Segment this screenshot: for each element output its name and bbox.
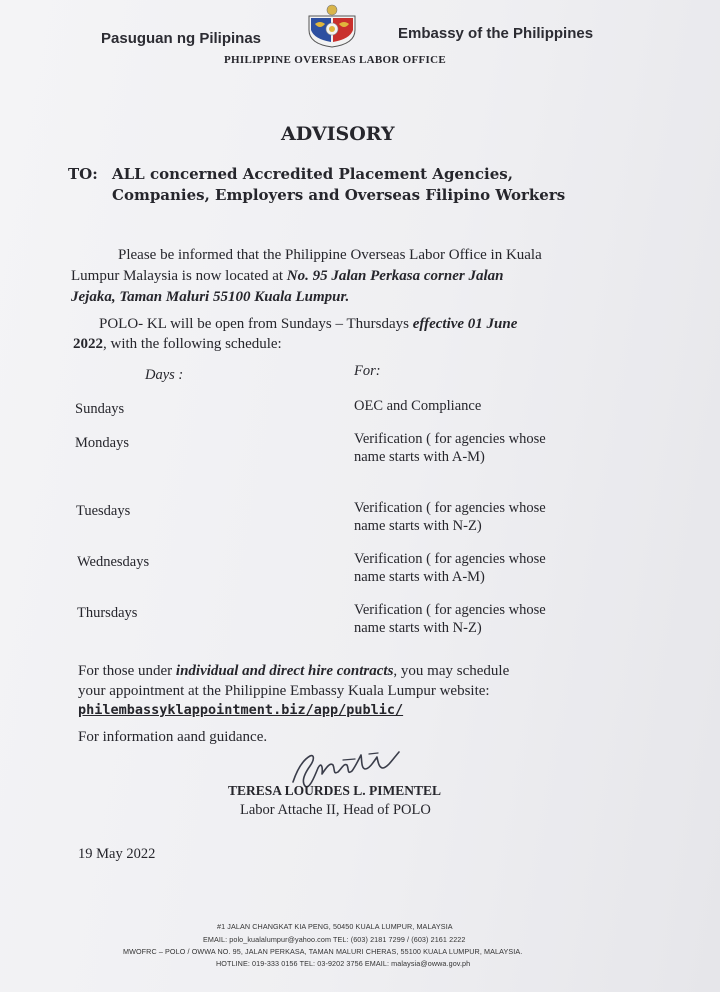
- para3-line-1-text-a: For those under: [78, 663, 176, 679]
- header-left-title: Pasuguan ng Pilipinas: [101, 30, 262, 47]
- days-header: Days :: [145, 367, 184, 383]
- to-label: TO:: [68, 165, 98, 183]
- closing-line: For information aand guidance.: [78, 729, 268, 745]
- header-right-title: Embassy of the Philippines: [398, 25, 594, 42]
- para1-line-3: Jejaka, Taman Maluri 55100 Kuala Lumpur.: [71, 289, 350, 305]
- schedule-for-sundays: OEC and Compliance: [354, 398, 482, 414]
- signatory-name: TERESA LOURDES L. PIMENTEL: [228, 783, 442, 798]
- para2-line-1-text: POLO- KL will be open from Sundays – Thursdays: [99, 316, 413, 332]
- schedule-day-thursdays: Thursdays: [77, 605, 138, 621]
- para1-line-2: [71, 268, 503, 285]
- page-title: ADVISORY: [281, 123, 395, 145]
- schedule-for-tuesdays-1: Verification ( for agencies whose: [354, 500, 546, 516]
- footer-address-line: #1 JALAN CHANGKAT KIA PENG, 50450 KUALA LUMPUR, MALAYSIA: [217, 922, 453, 931]
- address-emphasis: No. 95 Jalan Perkasa corner Jalan: [286, 268, 504, 284]
- para3-line-1-text-c: , you may schedule: [393, 663, 510, 679]
- para3-line-2: your appointment at the Philippine Embassy Kuala Lumpur website:: [78, 683, 490, 699]
- signatory-position: Labor Attache II, Head of POLO: [240, 802, 431, 818]
- schedule-for-mondays-1: Verification ( for agencies whose: [354, 431, 546, 447]
- direct-hire-emphasis: individual and direct hire contracts: [175, 663, 394, 679]
- footer-hotline-line: HOTLINE: 019-333 0156 TEL: 03-9202 3756 EMAIL: malaysia@owwa.gov.ph: [216, 959, 471, 968]
- schedule-for-mondays-2: name starts with A-M): [354, 449, 485, 465]
- effective-year: 2022: [73, 336, 103, 352]
- schedule-for-thursdays-2: name starts with N-Z): [354, 620, 482, 636]
- effective-date-emphasis: effective 01 June: [412, 316, 518, 332]
- para1-line-2-text: Lumpur Malaysia is now located at: [71, 268, 287, 284]
- para2-line-1: [99, 316, 517, 333]
- philippine-seal-logo: [302, 2, 362, 48]
- for-header: For:: [354, 363, 381, 379]
- to-line-2: Companies, Employers and Overseas Filipino Workers: [112, 186, 566, 204]
- schedule-for-thursdays-1: Verification ( for agencies whose: [354, 602, 546, 618]
- to-line-1: ALL concerned Accredited Placement Agencies,: [112, 165, 513, 183]
- schedule-for-wednesdays-1: Verification ( for agencies whose: [354, 551, 546, 567]
- schedule-day-wednesdays: Wednesdays: [77, 554, 150, 570]
- para3-line-1: [78, 663, 509, 680]
- schedule-day-tuesdays: Tuesdays: [76, 503, 131, 519]
- appointment-website-link[interactable]: philembassyklappointment.biz/app/public/: [78, 702, 404, 718]
- advisory-date: 19 May 2022: [78, 846, 156, 862]
- schedule-day-sundays: Sundays: [75, 401, 125, 417]
- para1-line-1: Please be informed that the Philippine Overseas Labor Office in Kuala: [118, 247, 542, 263]
- footer-owwa-address-line: MWOFRC – POLO / OWWA NO. 95, JALAN PERKASA, TAMAN MALURI CHERAS, 55100 KUALA LUMPUR, MALAYSIA.: [123, 947, 523, 956]
- schedule-day-mondays: Mondays: [75, 435, 129, 451]
- footer-contact-line: EMAIL: polo_kualalumpur@yahoo.com TEL: (603) 2181 7299 / (603) 2161 2222: [203, 935, 466, 944]
- para2-line-2-text: , with the following schedule:: [103, 336, 282, 352]
- header-office-name: PHILIPPINE OVERSEAS LABOR OFFICE: [224, 54, 446, 66]
- schedule-for-wednesdays-2: name starts with A-M): [354, 569, 485, 585]
- para2-line-2: [73, 336, 282, 353]
- schedule-for-tuesdays-2: name starts with N-Z): [354, 518, 482, 534]
